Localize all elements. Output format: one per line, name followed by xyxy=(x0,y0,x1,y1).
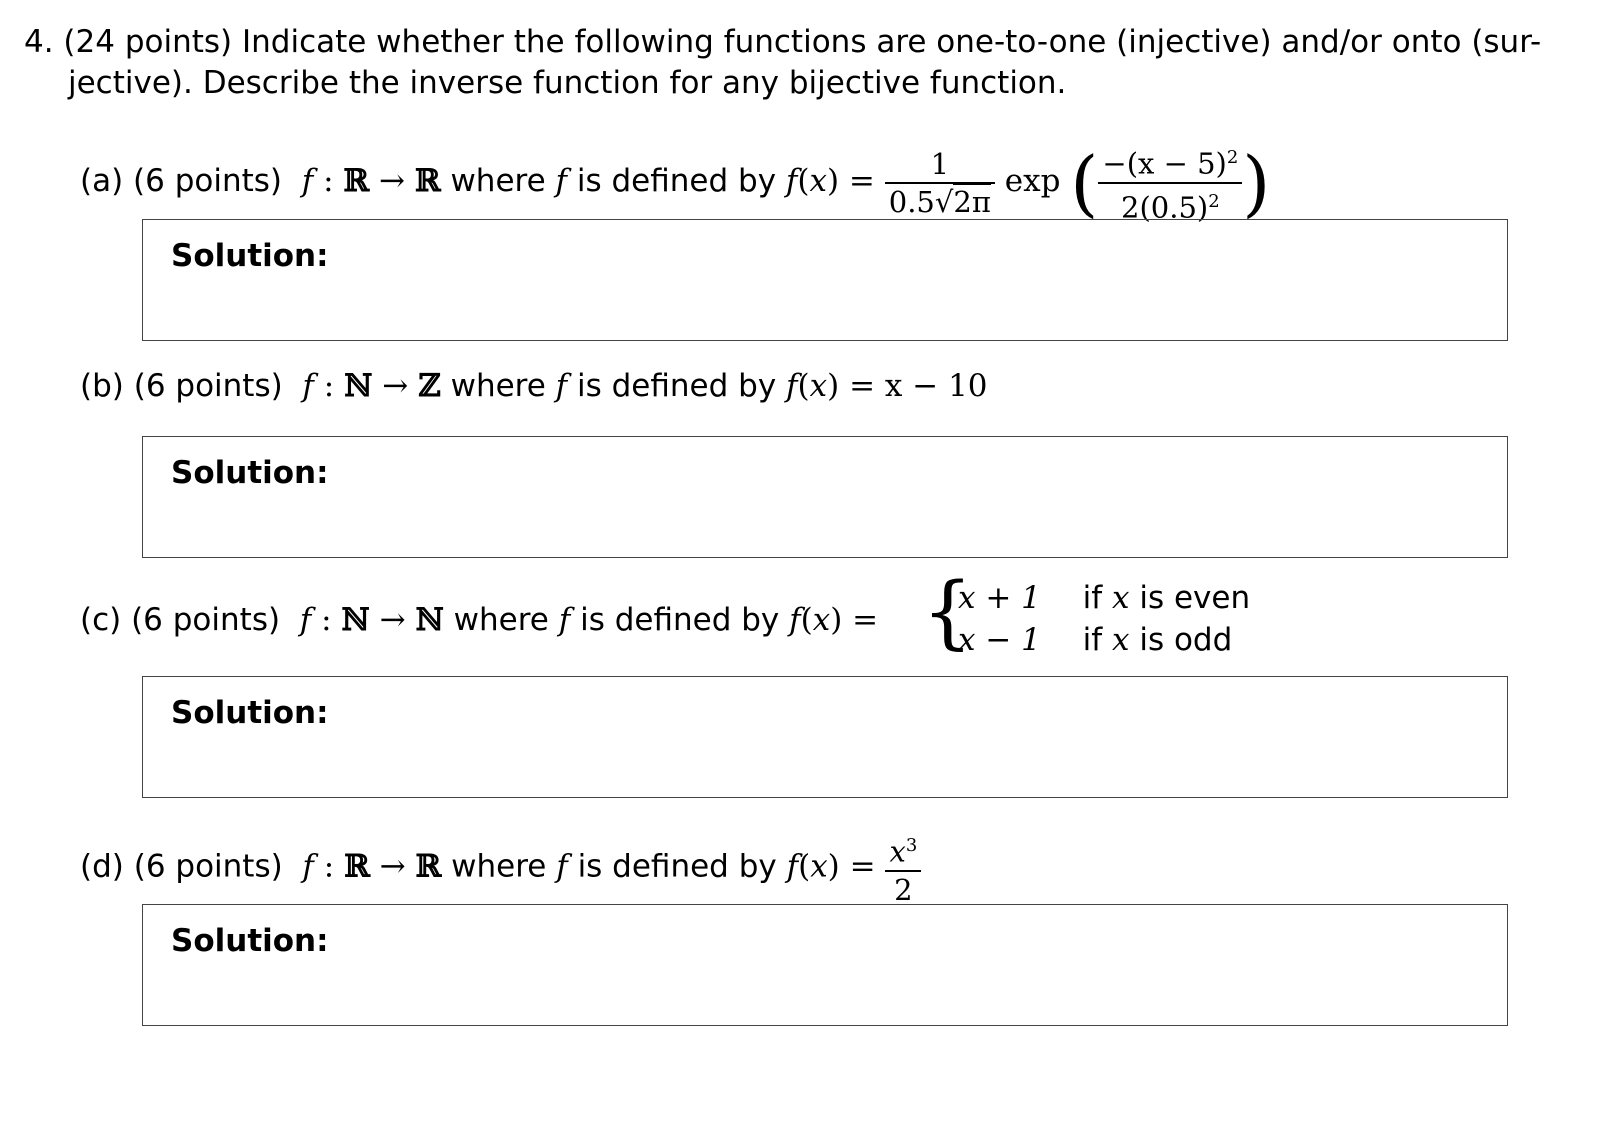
part-a-lead: (a) (6 points) xyxy=(80,163,283,200)
question-line-1: 4. (24 points) Indicate whether the following functions are one-to-one (injective) and/or onto (sur- xyxy=(24,24,1542,60)
part-d-where: where xyxy=(451,848,547,885)
solution-box-a[interactable] xyxy=(142,219,1508,341)
case-2-var: x xyxy=(1112,622,1130,658)
part-d-denominator: 2 xyxy=(885,870,921,908)
left-paren: ( xyxy=(1070,140,1099,225)
part-d-numerator: $x^3$ xyxy=(889,834,918,869)
part-d-lead: (d) (6 points) xyxy=(80,848,283,885)
solution-box-c[interactable] xyxy=(142,676,1508,798)
exponent-denominator: $2(0.5)^2$ xyxy=(1098,182,1242,226)
f-symbol: f xyxy=(555,368,568,404)
exp-function: exp xyxy=(1004,163,1061,200)
case-2-condition: is odd xyxy=(1139,622,1233,658)
part-b-rhs: x − 10 xyxy=(884,368,988,404)
domain-codomain: : ℝ → ℝ xyxy=(323,848,442,885)
fx-lhs: f(x) = xyxy=(789,602,879,638)
case-2-if: if xyxy=(1082,622,1103,658)
part-a-denominator: 0.5√2π xyxy=(885,182,995,220)
fx-lhs: f(x) = xyxy=(786,848,886,885)
f-symbol: f xyxy=(292,848,314,885)
fx-lhs: f(x) = xyxy=(786,368,885,404)
f-symbol: f xyxy=(556,848,568,885)
part-a-exponent-fraction xyxy=(1098,140,1242,225)
f-symbol: f xyxy=(558,602,571,638)
f-symbol: f xyxy=(555,163,568,200)
case-1-var: x xyxy=(1112,580,1130,616)
solution-box-b[interactable] xyxy=(142,436,1508,558)
domain-codomain: : ℕ → ℕ xyxy=(321,602,444,638)
part-b-lead: (b) (6 points) xyxy=(80,368,283,404)
domain-codomain: : ℝ → ℝ xyxy=(323,163,441,200)
case-2-expr: x − 1 xyxy=(958,622,1041,658)
part-b-statement xyxy=(80,366,988,406)
case-1 xyxy=(958,578,1250,618)
case-1-if: if xyxy=(1082,580,1103,616)
piecewise-brace: { xyxy=(922,565,973,658)
solution-label: Solution: xyxy=(171,238,329,274)
solution-label: Solution: xyxy=(171,455,329,491)
question-line-2: jective). Describe the inverse function for any bijective function. xyxy=(68,65,1067,101)
part-a-defined-by: is defined by xyxy=(576,163,777,200)
solution-label: Solution: xyxy=(171,695,329,731)
f-symbol: f xyxy=(292,368,314,404)
solution-box-d[interactable] xyxy=(142,904,1508,1026)
part-c-statement xyxy=(80,600,878,640)
case-1-expr: x + 1 xyxy=(958,580,1041,616)
f-symbol: f xyxy=(291,163,314,200)
part-a-fraction xyxy=(885,146,995,220)
part-c-defined-by: is defined by xyxy=(580,602,780,638)
part-c-where: where xyxy=(453,602,549,638)
f-symbol: f xyxy=(289,602,312,638)
exponent-numerator: $-(x - 5)^2$ xyxy=(1102,146,1239,181)
part-b-defined-by: is defined by xyxy=(577,368,777,404)
right-paren: ) xyxy=(1242,140,1271,225)
fx-lhs: f(x) = xyxy=(785,163,885,200)
part-a-where: where xyxy=(450,163,546,200)
part-d-statement xyxy=(80,828,921,908)
case-2 xyxy=(958,620,1232,660)
part-a-statement xyxy=(80,140,1270,225)
part-c-lead: (c) (6 points) xyxy=(80,602,281,638)
part-d-fraction xyxy=(885,828,921,908)
domain-codomain: : ℕ → ℤ xyxy=(323,368,441,404)
part-d-defined-by: is defined by xyxy=(577,848,777,885)
solution-label: Solution: xyxy=(171,923,329,959)
part-a-numerator: 1 xyxy=(930,146,950,181)
part-b-where: where xyxy=(450,368,546,404)
case-1-condition: is even xyxy=(1139,580,1251,616)
